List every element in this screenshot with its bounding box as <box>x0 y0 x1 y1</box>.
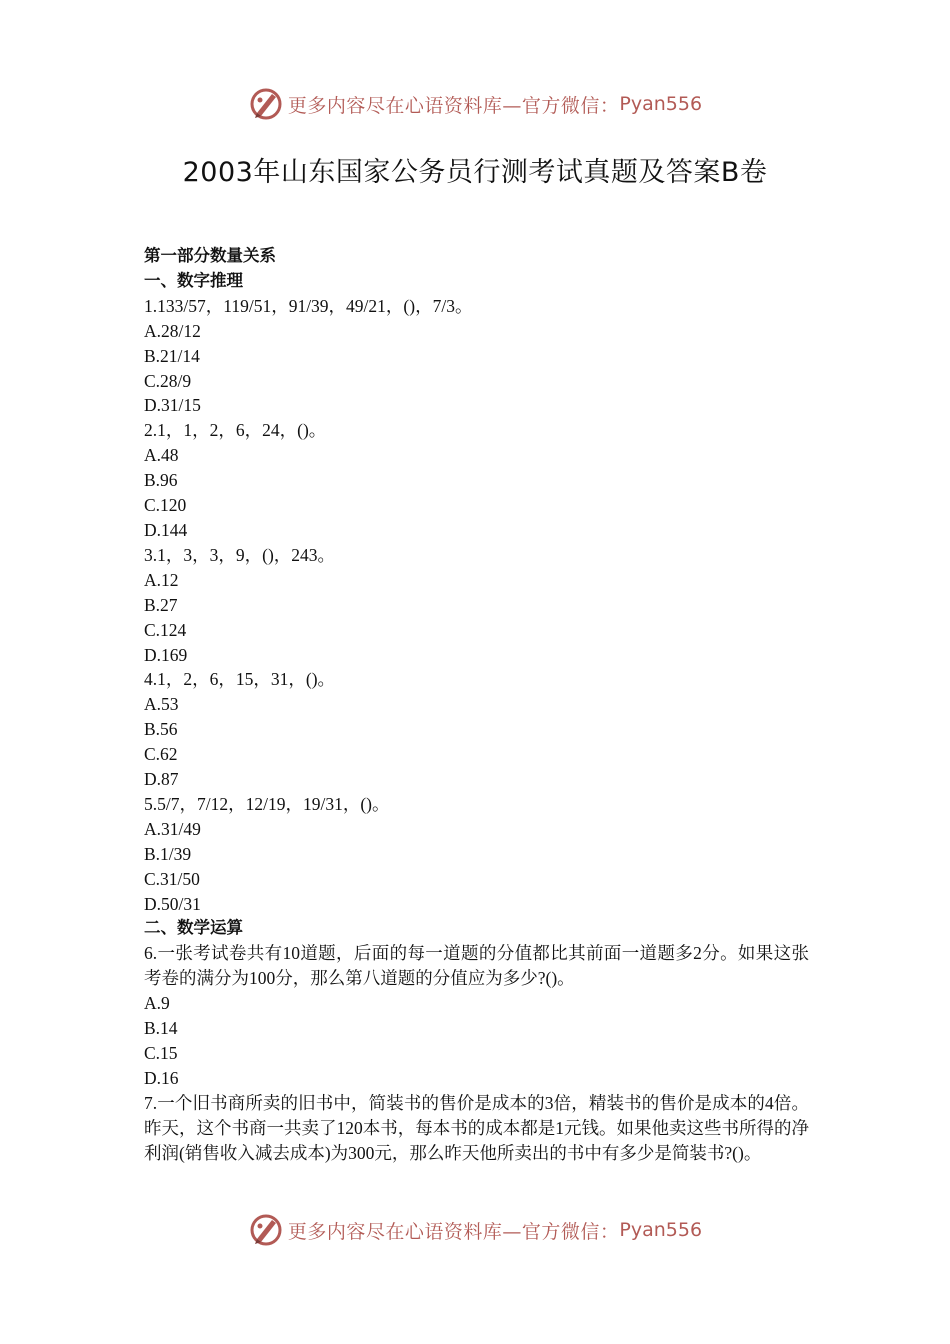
option-c: C.120 <box>144 495 187 516</box>
option-b: B.1/39 <box>144 843 192 864</box>
option-b: B.27 <box>144 594 178 615</box>
option-a: A.53 <box>144 694 179 715</box>
section-heading: 一、数字推理 <box>144 270 243 290</box>
banner-wechat-id: Pyan556 <box>619 93 703 115</box>
question-4: 4.1，2，6，15，31，()。 <box>144 669 336 690</box>
banner-text: 更多内容尽在心语资料库—官方微信： <box>287 1220 620 1243</box>
question-5: 5.5/7，7/12，12/19，19/31，()。 <box>144 793 390 814</box>
option-c: C.15 <box>144 1043 178 1063</box>
question-1: 1.133/57，119/51，91/39，49/21，()，7/3。 <box>144 295 473 316</box>
banner-wechat-id: Pyan556 <box>619 1219 703 1241</box>
section-heading: 二、数学运算 <box>144 918 243 938</box>
option-d: D.31/15 <box>144 395 201 416</box>
option-d: D.87 <box>144 769 179 790</box>
option-b: B.21/14 <box>144 345 200 366</box>
header-watermark-banner <box>0 82 950 126</box>
option-a: A.48 <box>144 445 179 466</box>
option-c: C.62 <box>144 744 178 765</box>
option-b: B.14 <box>144 1018 178 1039</box>
option-c: C.124 <box>144 619 187 640</box>
pen-logo-icon <box>248 1212 284 1248</box>
option-c: C.31/50 <box>144 868 200 889</box>
option-a: A.31/49 <box>144 818 201 839</box>
option-a: A.12 <box>144 569 179 590</box>
banner-text: 更多内容尽在心语资料库—官方微信： <box>287 94 620 117</box>
part-heading: 第一部分数量关系 <box>144 246 276 265</box>
question-2: 2.1，1，2，6，24，()。 <box>144 420 327 441</box>
option-a: A.9 <box>144 993 170 1014</box>
question-6: 6.一张考试卷共有10道题，后面的每一道题的分值都比其前面一道题多2分。如果这张考卷的满分为100分，那么第八道题的分值应为多少?()。 <box>144 943 809 989</box>
option-d: D.169 <box>144 644 188 665</box>
option-a: A.28/12 <box>144 320 201 341</box>
option-b: B.56 <box>144 719 178 740</box>
option-d: D.144 <box>144 519 188 540</box>
footer-watermark-banner <box>0 1208 950 1252</box>
document-body <box>144 244 809 1166</box>
document-title: 2003年山东国家公务员行测考试真题及答案B卷 <box>182 157 768 188</box>
option-d: D.50/31 <box>144 893 201 914</box>
question-7: 7.一个旧书商所卖的旧书中，简装书的售价是成本的3倍，精装书的售价是成本的4倍。昨天，这个书商一共卖了120本书，每本书的成本都是1元钱。如果他卖这些书所得的净利润(销售收入减去成本)为300元，那么昨天他所卖出的书中有多少是简装书?()。 <box>144 1092 809 1163</box>
option-d: D.16 <box>144 1067 179 1088</box>
question-3: 3.1，3，3，9，()，243。 <box>144 544 336 565</box>
pen-logo-icon <box>248 86 284 122</box>
option-b: B.96 <box>144 470 178 491</box>
option-c: C.28/9 <box>144 370 192 391</box>
